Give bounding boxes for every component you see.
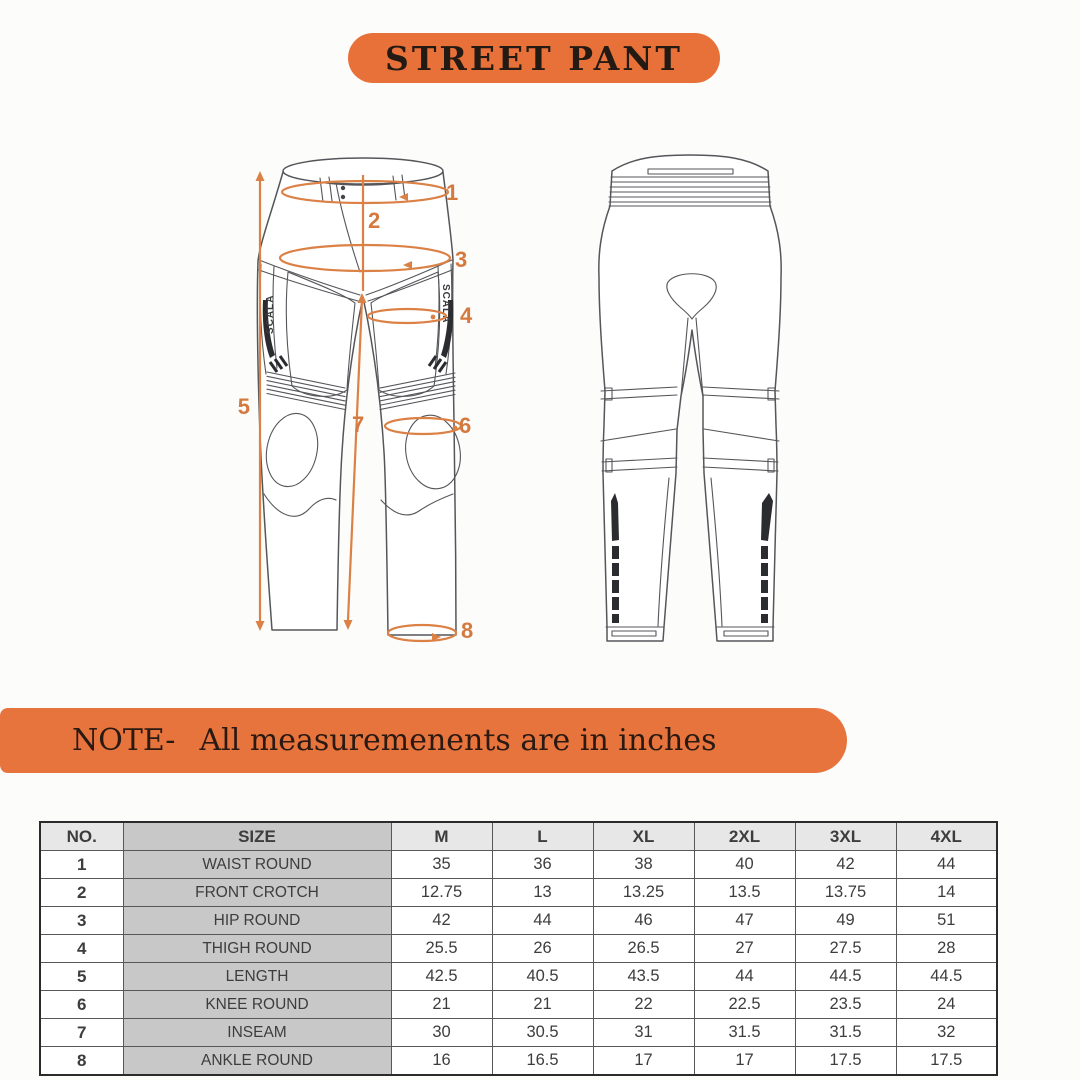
cell-value: 27.5 (795, 935, 896, 963)
table-row (40, 1047, 997, 1076)
cell-no: 8 (40, 1047, 123, 1076)
cell-size: KNEE ROUND (123, 991, 391, 1019)
header-4xl: 4XL (896, 822, 997, 851)
cell-value: 44.5 (896, 963, 997, 991)
cell-value: 27 (694, 935, 795, 963)
cell-value: 42 (391, 907, 492, 935)
cell-value: 30 (391, 1019, 492, 1047)
cell-value: 44 (492, 907, 593, 935)
cell-value: 28 (896, 935, 997, 963)
cell-value: 51 (896, 907, 997, 935)
cell-value: 22.5 (694, 991, 795, 1019)
cell-value: 22 (593, 991, 694, 1019)
header-no: NO. (40, 822, 123, 851)
note-banner (0, 708, 847, 773)
cell-value: 42 (795, 851, 896, 879)
snap-button (341, 186, 345, 190)
header-xl: XL (593, 822, 694, 851)
cell-no: 6 (40, 991, 123, 1019)
measure-label-2: 2 (368, 208, 381, 233)
arrow-down-icon (344, 620, 353, 630)
cell-value: 16 (391, 1047, 492, 1076)
measure-label-7: 7 (352, 412, 365, 437)
cell-size: FRONT CROTCH (123, 879, 391, 907)
cell-value: 24 (896, 991, 997, 1019)
cell-value: 16.5 (492, 1047, 593, 1076)
page-title: STREET PANT (385, 38, 683, 78)
header-m: M (391, 822, 492, 851)
cell-value: 26 (492, 935, 593, 963)
cell-value: 46 (593, 907, 694, 935)
cell-value: 30.5 (492, 1019, 593, 1047)
brand-label: SCALA (265, 294, 276, 334)
cell-value: 44 (694, 963, 795, 991)
measure-label-4: 4 (460, 303, 473, 328)
cell-value: 43.5 (593, 963, 694, 991)
snap-button (341, 195, 345, 199)
cell-value: 32 (896, 1019, 997, 1047)
cell-value: 36 (492, 851, 593, 879)
table-row (40, 1019, 997, 1047)
cell-value: 31.5 (694, 1019, 795, 1047)
header-size: SIZE (123, 822, 391, 851)
measure-label-1: 1 (446, 180, 459, 205)
measure-label-6: 6 (459, 413, 472, 438)
cell-value: 14 (896, 879, 997, 907)
note-label: NOTE- (72, 723, 176, 758)
cell-value: 21 (391, 991, 492, 1019)
arrow-up-icon (256, 171, 265, 181)
pant-front-outline (257, 158, 466, 635)
cell-value: 44.5 (795, 963, 896, 991)
measure-label-3: 3 (455, 247, 468, 272)
table-header-row (40, 822, 997, 851)
cell-value: 35 (391, 851, 492, 879)
cell-size: WAIST ROUND (123, 851, 391, 879)
title-badge (348, 33, 720, 83)
cell-value: 17 (593, 1047, 694, 1076)
pant-back-outline (599, 155, 781, 641)
cell-value: 13.5 (694, 879, 795, 907)
cell-value: 12.75 (391, 879, 492, 907)
table-row (40, 991, 997, 1019)
cell-size: INSEAM (123, 1019, 391, 1047)
cell-value: 17.5 (795, 1047, 896, 1076)
cell-value: 26.5 (593, 935, 694, 963)
cell-value: 17 (694, 1047, 795, 1076)
cell-no: 7 (40, 1019, 123, 1047)
cell-value: 17.5 (896, 1047, 997, 1076)
cell-size: ANKLE ROUND (123, 1047, 391, 1076)
cell-value: 40 (694, 851, 795, 879)
table-row (40, 935, 997, 963)
table-row (40, 851, 997, 879)
cell-value: 23.5 (795, 991, 896, 1019)
cell-value: 31.5 (795, 1019, 896, 1047)
cell-size: HIP ROUND (123, 907, 391, 935)
cell-no: 2 (40, 879, 123, 907)
cell-value: 38 (593, 851, 694, 879)
cell-value: 21 (492, 991, 593, 1019)
cell-no: 1 (40, 851, 123, 879)
pant-front-view-diagram (225, 140, 495, 660)
size-table (39, 821, 998, 1076)
header-2xl: 2XL (694, 822, 795, 851)
pant-back-view-diagram (580, 140, 800, 660)
cell-value: 13.75 (795, 879, 896, 907)
brand-label: SCALA (440, 284, 451, 324)
cell-value: 40.5 (492, 963, 593, 991)
measure-label-5: 5 (237, 394, 250, 419)
cell-value: 31 (593, 1019, 694, 1047)
cell-value: 13.25 (593, 879, 694, 907)
note-text: All measuremenents are in inches (199, 723, 717, 758)
cell-size: THIGH ROUND (123, 935, 391, 963)
cell-value: 25.5 (391, 935, 492, 963)
cell-value: 44 (896, 851, 997, 879)
cell-value: 42.5 (391, 963, 492, 991)
cell-no: 4 (40, 935, 123, 963)
cell-value: 13 (492, 879, 593, 907)
table-row (40, 907, 997, 935)
header-3xl: 3XL (795, 822, 896, 851)
cell-value: 47 (694, 907, 795, 935)
measure-label-8: 8 (461, 618, 474, 643)
cell-no: 3 (40, 907, 123, 935)
cell-value: 49 (795, 907, 896, 935)
table-row (40, 879, 997, 907)
header-l: L (492, 822, 593, 851)
arrow-down-icon (256, 621, 265, 631)
table-row (40, 963, 997, 991)
cell-size: LENGTH (123, 963, 391, 991)
cell-no: 5 (40, 963, 123, 991)
